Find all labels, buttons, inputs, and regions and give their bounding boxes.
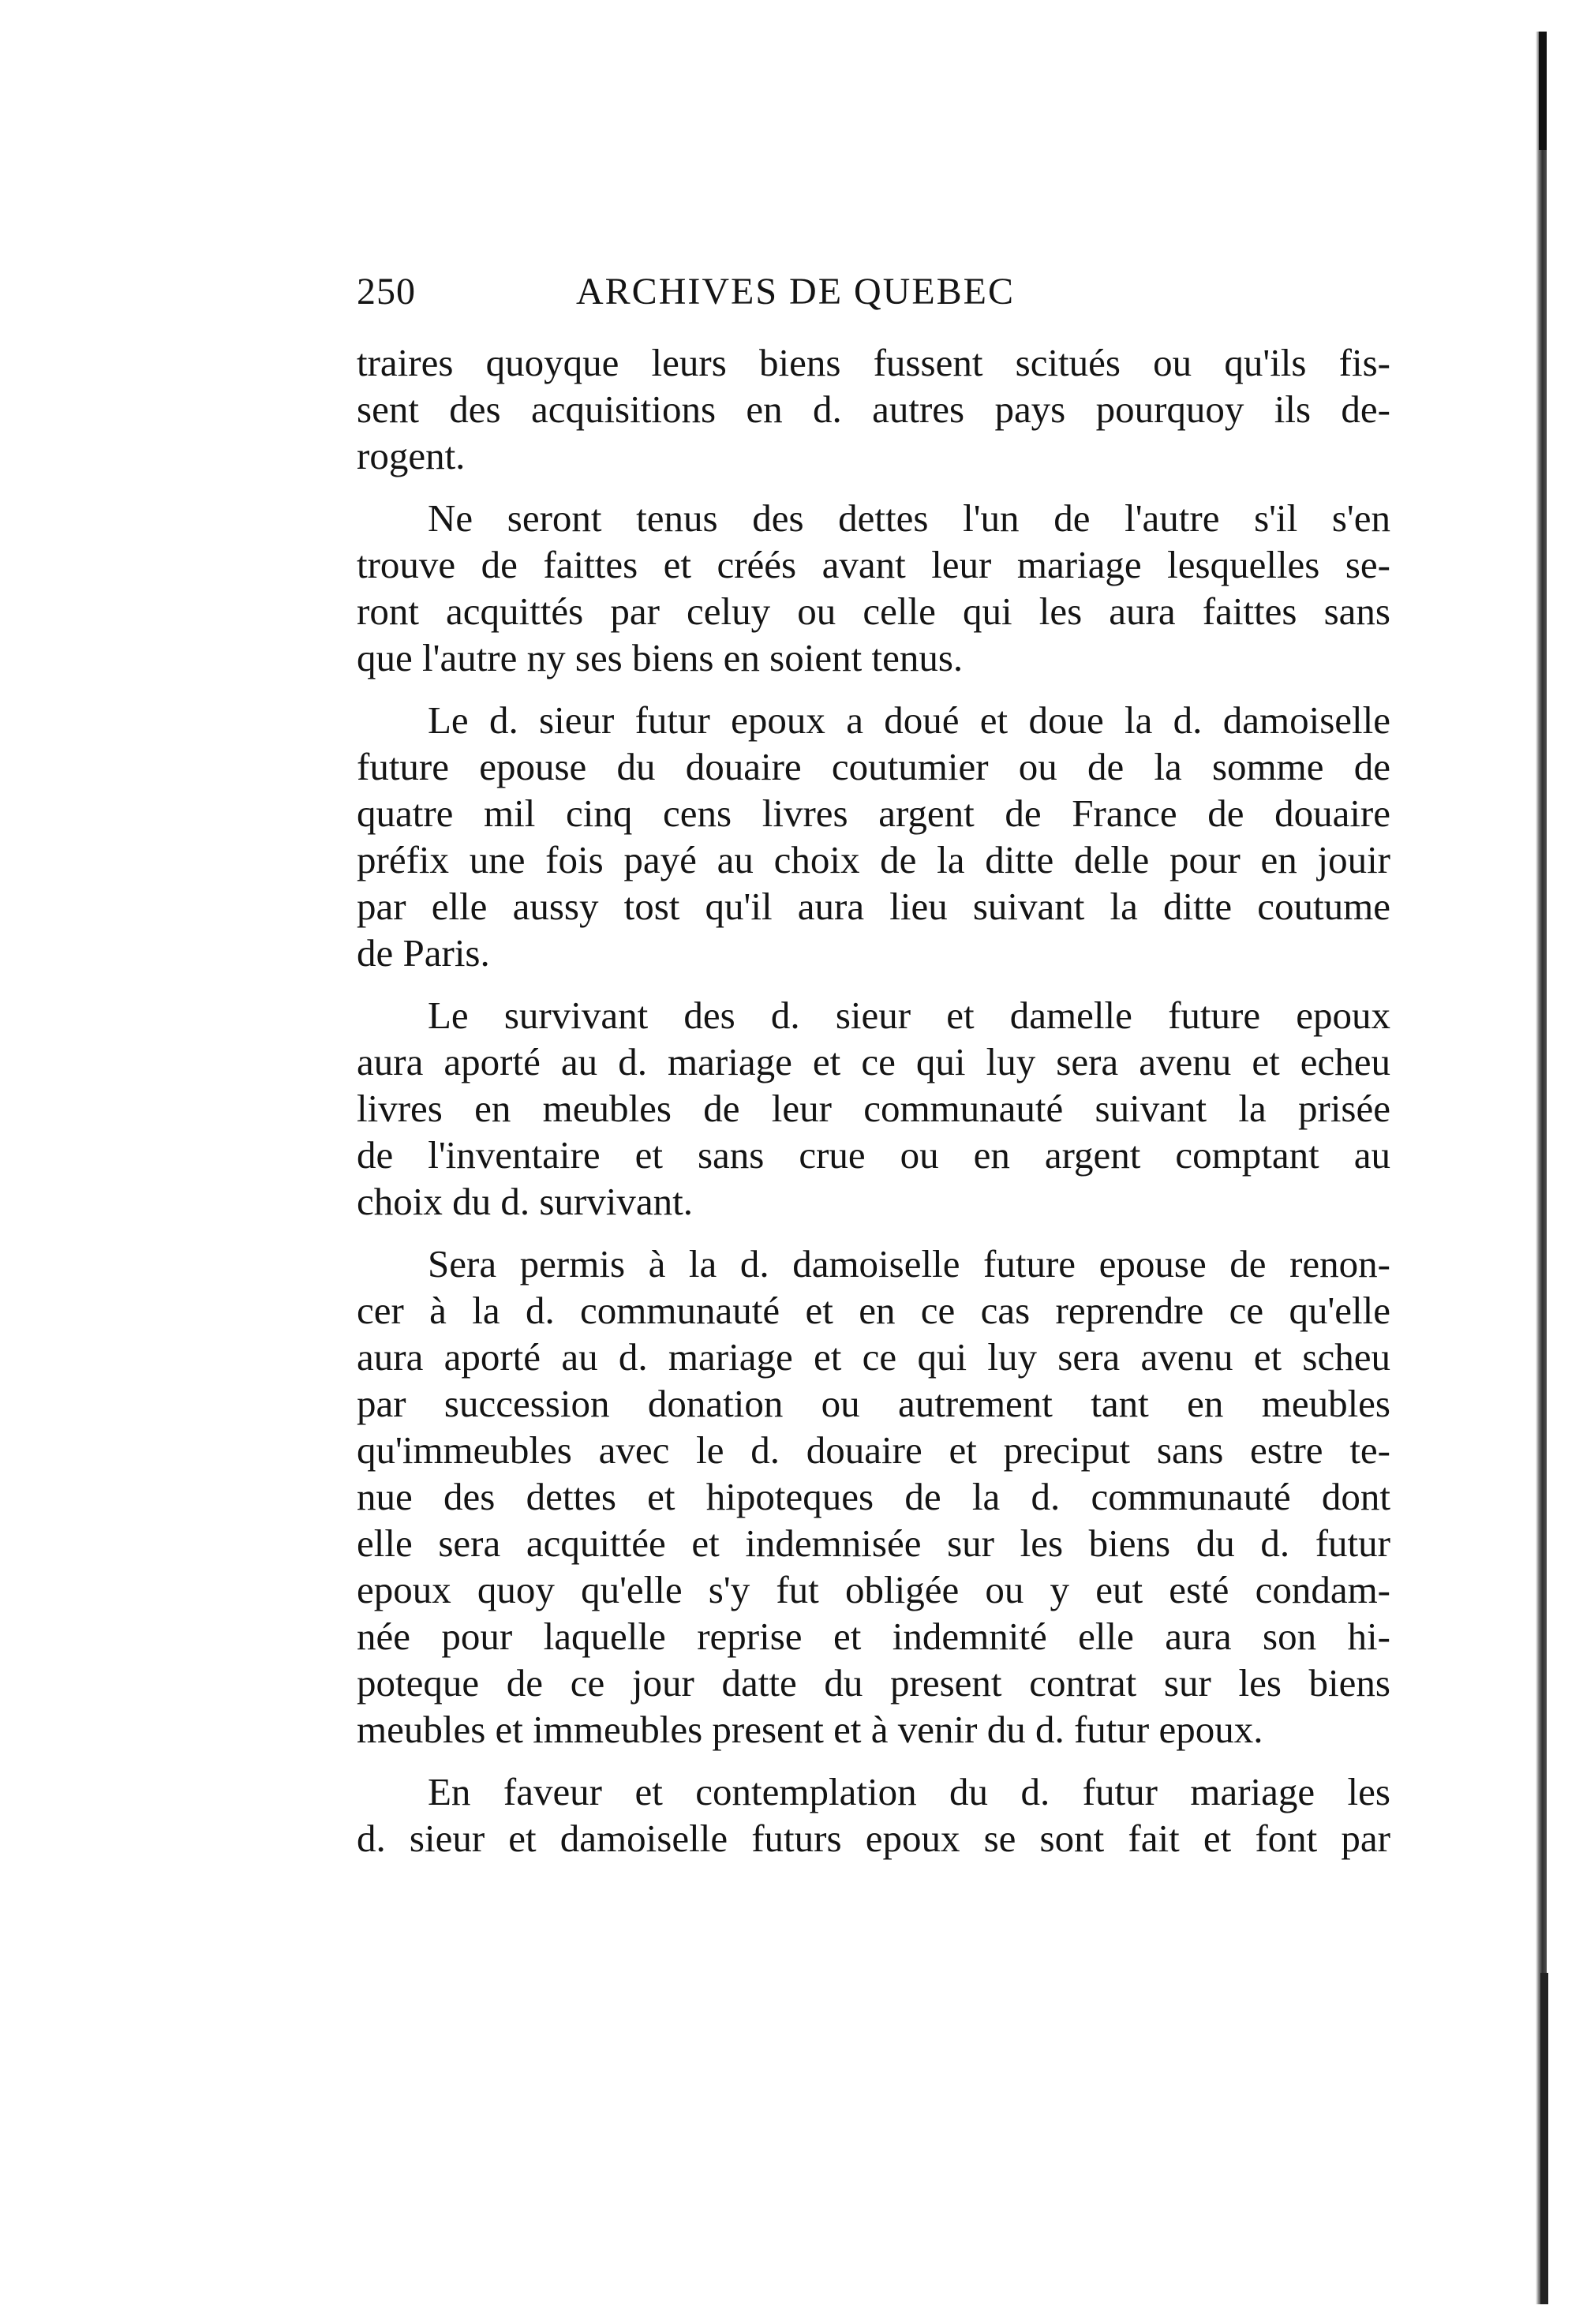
text-line: ront acquittés par celuy ou celle qui les aura faittes sans <box>357 589 1390 633</box>
text-line: poteque de ce jour datte du present contrat sur les biens <box>357 1661 1390 1705</box>
text-line: meubles et immeubles present et à venir du d. futur epoux. <box>357 1708 1263 1751</box>
text-line: cer à la d. communauté et en ce cas reprendre ce qu'elle <box>357 1289 1390 1332</box>
text-line: par elle aussy tost qu'il aura lieu suivant la ditte coutume <box>357 885 1390 928</box>
text-line: aura aporté au d. mariage et ce qui luy sera avenu et echeu <box>357 1040 1390 1083</box>
text-line: d. sieur et damoiselle futurs epoux se sont fait et font par <box>357 1817 1390 1860</box>
text-line: Sera permis à la d. damoiselle future epouse de renon- <box>428 1242 1390 1285</box>
text-line: née pour laquelle reprise et indemnité elle aura son hi- <box>357 1615 1390 1658</box>
text-line: traires quoyque leurs biens fussent scitués ou qu'ils fis- <box>357 341 1390 384</box>
text-line: choix du d. survivant. <box>357 1180 693 1223</box>
text-line: rogent. <box>357 434 466 477</box>
text-line: par succession donation ou autrement tant en meubles <box>357 1382 1390 1425</box>
running-head <box>357 268 1390 339</box>
text-line: qu'immeubles avec le d. douaire et preciput sans estre te- <box>357 1428 1390 1472</box>
text-line: de Paris. <box>357 931 490 975</box>
text-line: quatre mil cinq cens livres argent de France de douaire <box>357 792 1390 835</box>
paragraph <box>357 1768 1390 1862</box>
text-line: aura aporté au d. mariage et ce qui luy sera avenu et scheu <box>357 1335 1390 1379</box>
paragraph <box>357 697 1390 976</box>
text-block <box>357 268 1390 1877</box>
paragraph <box>357 339 1390 479</box>
text-line: Ne seront tenus des dettes l'un de l'autre s'il s'en <box>428 496 1390 540</box>
paragraph <box>357 495 1390 681</box>
running-title: ARCHIVES DE QUEBEC <box>576 271 1016 312</box>
text-line: livres en meubles de leur communauté suivant la prisée <box>357 1087 1390 1130</box>
text-line: préfix une fois payé au choix de la ditte delle pour en jouir <box>357 838 1390 881</box>
text-line: trouve de faittes et créés avant leur mariage lesquelles se- <box>357 543 1390 586</box>
paragraph <box>357 992 1390 1225</box>
text-line: epoux quoy qu'elle s'y fut obligée ou y eut esté condam- <box>357 1568 1390 1611</box>
page-binding-edge-top <box>1539 32 1547 150</box>
paragraph <box>357 1241 1390 1753</box>
body-text <box>357 339 1390 1862</box>
text-line: elle sera acquittée et indemnisée sur les biens du d. futur <box>357 1521 1390 1565</box>
page-binding-edge <box>1536 32 1547 2304</box>
page-number: 250 <box>357 271 416 312</box>
text-line: future epouse du douaire coutumier ou de la somme de <box>357 745 1390 788</box>
text-line: En faveur et contemplation du d. futur mariage les <box>428 1770 1390 1813</box>
text-line: Le survivant des d. sieur et damelle future epoux <box>428 994 1390 1037</box>
text-line: sent des acquisitions en d. autres pays pourquoy ils de- <box>357 387 1390 431</box>
text-line: de l'inventaire et sans crue ou en argent comptant au <box>357 1133 1390 1177</box>
text-line: nue des dettes et hipoteques de la d. communauté dont <box>357 1475 1390 1518</box>
text-line: que l'autre ny ses biens en soient tenus. <box>357 636 964 679</box>
page-binding-edge-bottom <box>1540 1973 1548 2304</box>
text-line: Le d. sieur futur epoux a doué et doue la d. damoiselle <box>428 698 1390 742</box>
